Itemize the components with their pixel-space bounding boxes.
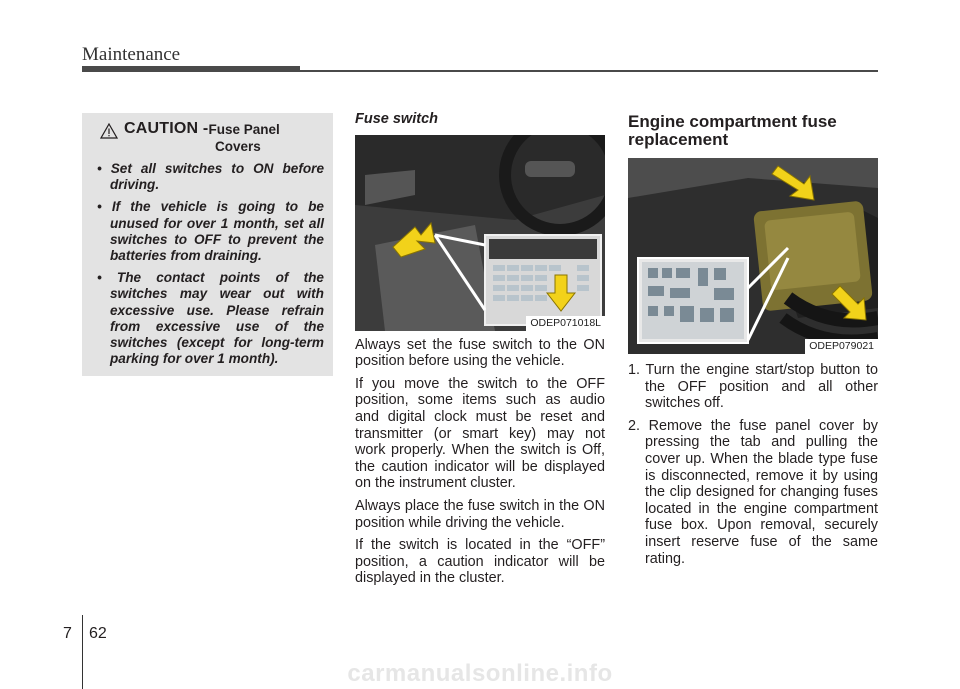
engine-fuse-column <box>628 113 878 573</box>
fuse-switch-illustration <box>355 135 605 331</box>
figure-code: ODEP079021 <box>805 339 878 354</box>
caution-heading <box>94 120 324 139</box>
caution-label: CAUTION - <box>124 120 209 137</box>
caution-item: • If the vehicle is going to be unused for over 1 month, set all switches to OFF to prevent the batteries from draining. <box>97 199 324 264</box>
fuse-switch-figure <box>355 135 605 331</box>
watermark-text: carmanualsonline.info <box>347 660 613 687</box>
page-number: 62 <box>89 625 107 642</box>
paragraph: Always place the fuse switch in the ON position while driving the vehicle. <box>355 497 605 531</box>
engine-compartment-illustration <box>628 158 878 354</box>
chapter-number: 7 <box>63 625 72 642</box>
paragraph: If you move the switch to the OFF position, some items such as audio and digital clock must be reset and transmitter (or smart key) may not work properly. When the switch is Off, the caution indicator will be displayed on the instrument cluster. <box>355 375 605 492</box>
warning-triangle-icon <box>100 123 118 139</box>
fuse-switch-title: Fuse switch <box>355 111 438 127</box>
caution-box <box>82 113 333 376</box>
engine-fuse-title: Engine compartment fuse replacement <box>628 112 837 149</box>
paragraph: Always set the fuse switch to the ON position before using the vehicle. <box>355 336 605 370</box>
header-rule-thin <box>300 70 878 72</box>
paragraph: If the switch is located in the “OFF” position, a caution indicator will be displayed in the cluster. <box>355 537 605 587</box>
header-rule-thick <box>82 66 300 72</box>
figure-code: ODEP071018L <box>526 316 605 331</box>
caution-subtitle-line1: Fuse Panel <box>208 122 280 137</box>
caution-subtitle-line2: Covers <box>215 139 261 154</box>
step-item: 2. Remove the fuse panel cover by pressing the tab and pulling the cover up. When the blade type fuse is disconnected, remove it by using the clip designed for changing fuses located in the engine compartment fuse box. Upon removal, securely insert reserve fuse of the same rating. <box>628 417 878 567</box>
step-item: 1. Turn the engine start/stop button to the OFF position and all other switches off. <box>628 362 878 412</box>
engine-fuse-figure <box>628 158 878 354</box>
caution-item: • The contact points of the switches may wear out with excessive use. Please refrain from excessive use of the switches (except for long-term parking for over 1 month). <box>97 270 324 367</box>
caution-list <box>94 161 324 367</box>
caution-item: • Set all switches to ON before driving. <box>97 161 324 193</box>
step-list <box>628 362 878 567</box>
fuse-switch-column <box>355 111 605 587</box>
page-header-title: Maintenance <box>82 44 181 65</box>
